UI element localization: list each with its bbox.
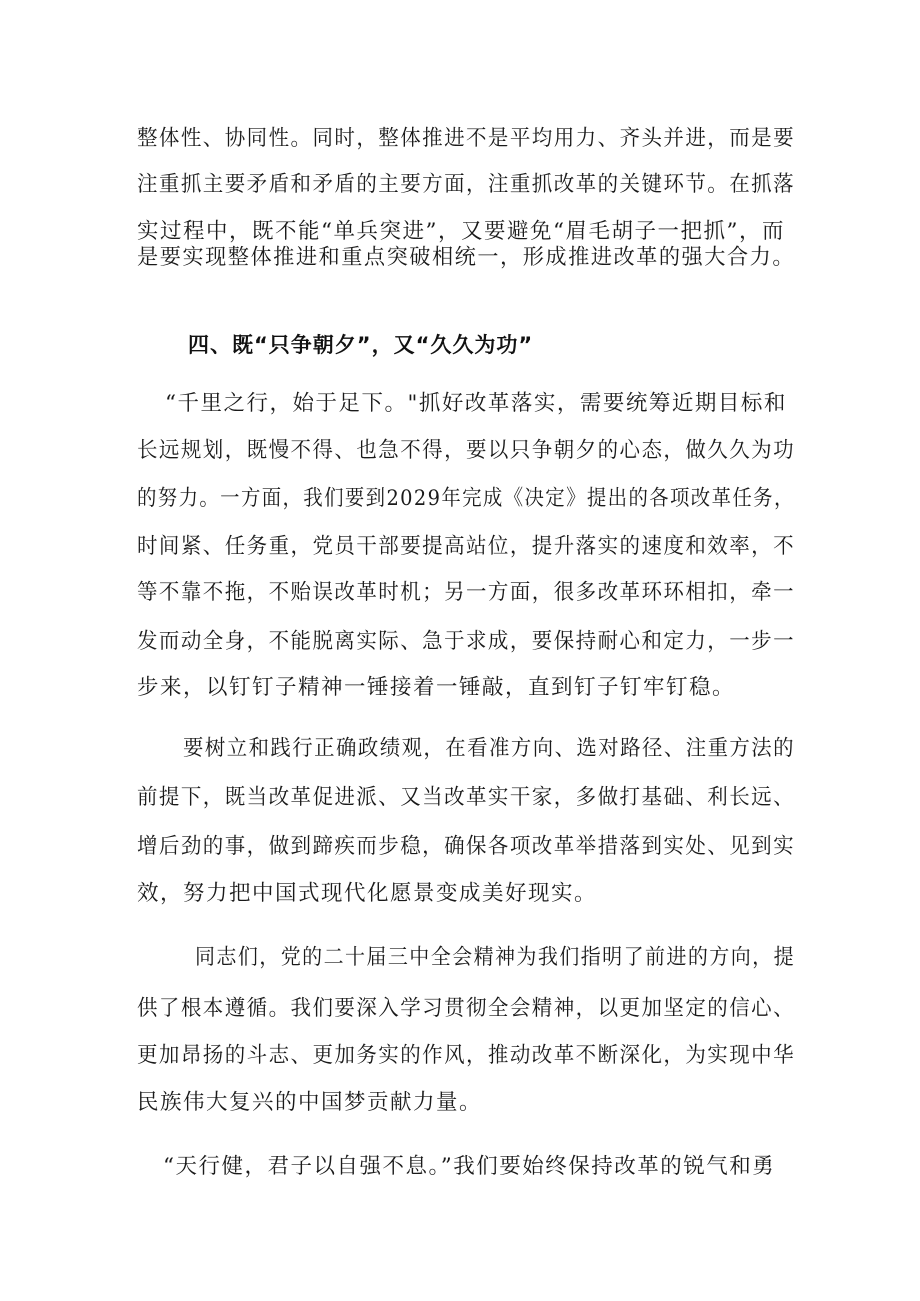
text-line: 供了根本遵循。我们要深入学习贯彻全会精神，以更加坚定的信心、 (137, 996, 796, 1021)
text-line: 注重抓主要矛盾和矛盾的主要方面，注重抓改革的关键环节。在抓落 (137, 172, 796, 197)
text-line: 整体性、协同性。同时，整体推进不是平均用力、齐头并进，而是要 (137, 126, 796, 151)
text-line: 的努力。一方面，我们要到2029年完成《决定》提出的各项改革任务， (137, 486, 795, 511)
text-line: 要树立和践行正确政绩观，在看准方向、选对路径、注重方法的 (183, 736, 796, 761)
text-line: “千里之行，始于足下。"抓好改革落实，需要统筹近期目标和 (165, 391, 787, 416)
text-line: 步来，以钉钉子精神一锤接着一锤敲，直到钉子钉牢钉稳。 (137, 675, 736, 700)
text-line: 同志们，党的二十届三中全会精神为我们指明了前进的方向，提 (195, 945, 796, 970)
text-line: 效，努力把中国式现代化愿景变成美好现实。 (137, 881, 598, 906)
text-line: 前提下，既当改革促进派、又当改革实干家，多做打基础、利长远、 (137, 785, 796, 810)
text-line: 时间紧、任务重，党员干部要提高站位，提升落实的速度和效率，不 (137, 534, 796, 559)
text-line: 是要实现整体推进和重点突破相统一，形成推进改革的强大合力。 (137, 245, 796, 270)
text-line: 增后劲的事，做到蹄疾而步稳，确保各项改革举措落到实处、见到实 (137, 834, 796, 859)
text-line: 发而动全身，不能脱离实际、急于求成，要保持耐心和定力，一步一 (137, 629, 796, 654)
text-line: 等不靠不拖，不贻误改革时机；另一方面，很多改革环环相扣，牵一 (137, 580, 796, 605)
text-line: “天行健，君子以自强不息。”我们要始终保持改革的锐气和勇 (163, 1154, 776, 1179)
text-line: 更加昂扬的斗志、更加务实的作风，推动改革不断深化，为实现中华 (137, 1043, 796, 1068)
text-line: 长远规划，既慢不得、也急不得，要以只争朝夕的心态，做久久为功 (137, 438, 796, 463)
text-line: 民族伟大复兴的中国梦贡献力量。 (137, 1090, 483, 1115)
section-heading: 四、既“只争朝夕”，又“久久为功” (188, 333, 534, 357)
text-line: 实过程中，既不能“单兵突进”，又要避免“眉毛胡子一把抓”，而 (137, 219, 785, 244)
